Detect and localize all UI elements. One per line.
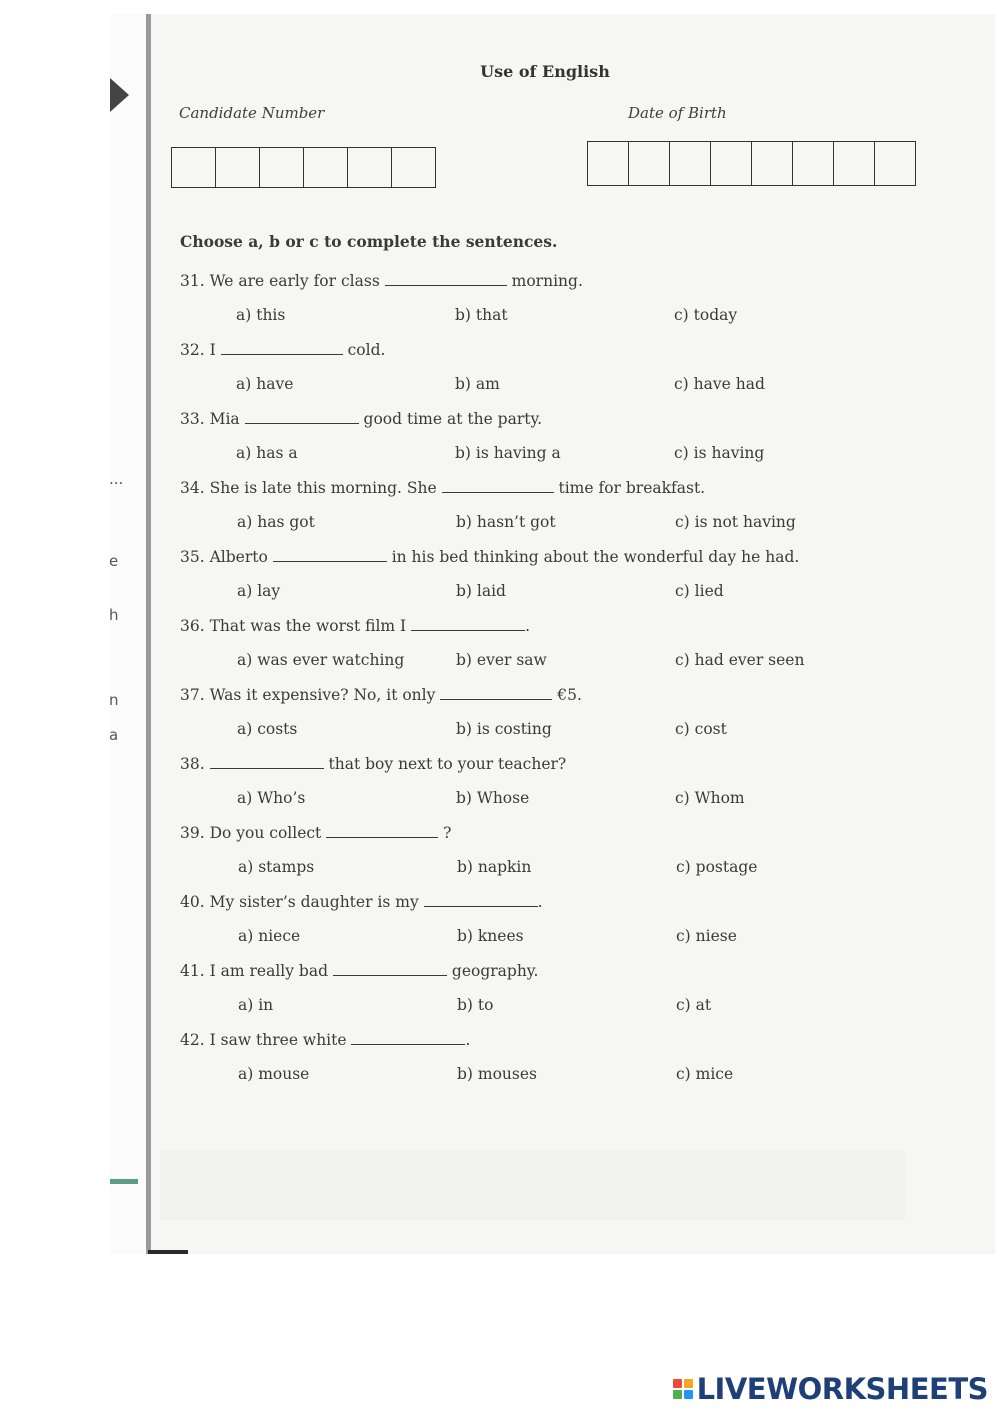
question-number: 32. xyxy=(180,341,205,359)
question-text-before: That was the worst film I xyxy=(209,617,407,635)
answer-option[interactable]: a) costs xyxy=(237,720,298,738)
answer-blank[interactable] xyxy=(245,411,359,424)
question-item xyxy=(180,548,799,566)
question-number: 40. xyxy=(180,893,205,911)
answer-option[interactable]: c) Whom xyxy=(675,789,745,807)
answer-option[interactable]: b) mouses xyxy=(457,1065,537,1083)
answer-blank[interactable] xyxy=(385,273,507,286)
question-text-before: I am really bad xyxy=(209,962,329,980)
dob-digit-box[interactable] xyxy=(834,141,875,186)
question-number: 34. xyxy=(180,479,205,497)
candidate-digit-box[interactable] xyxy=(260,147,304,188)
answer-option[interactable]: b) is having a xyxy=(455,444,561,462)
answer-option[interactable]: c) is not having xyxy=(675,513,796,531)
answer-option[interactable]: b) Whose xyxy=(456,789,530,807)
answer-option[interactable]: a) has got xyxy=(237,513,315,531)
question-text-after: good time at the party. xyxy=(363,410,543,428)
question-text-after: that boy next to your teacher? xyxy=(328,755,567,773)
footer-band xyxy=(160,1150,905,1220)
answer-option[interactable]: c) niese xyxy=(676,927,737,945)
answer-blank[interactable] xyxy=(210,756,324,769)
answer-blank[interactable] xyxy=(440,687,552,700)
page-title: Use of English xyxy=(480,62,610,81)
answer-option[interactable]: b) laid xyxy=(456,582,506,600)
answer-option[interactable]: c) cost xyxy=(675,720,727,738)
answer-option[interactable]: c) had ever seen xyxy=(675,651,805,669)
green-marker xyxy=(110,1179,138,1184)
dob-digit-box[interactable] xyxy=(875,141,916,186)
book-spine xyxy=(146,14,151,1254)
answer-option[interactable]: a) mouse xyxy=(238,1065,310,1083)
answer-option[interactable]: c) mice xyxy=(676,1065,734,1083)
margin-text: h xyxy=(109,606,119,624)
dob-digit-box[interactable] xyxy=(588,141,629,186)
dob-digit-box[interactable] xyxy=(752,141,793,186)
date-of-birth-boxes[interactable] xyxy=(587,141,916,186)
dob-digit-box[interactable] xyxy=(711,141,752,186)
question-item xyxy=(180,410,542,428)
answer-option[interactable]: a) have xyxy=(236,375,294,393)
answer-option[interactable]: c) lied xyxy=(675,582,724,600)
question-item xyxy=(180,893,543,911)
question-text-after: €5. xyxy=(557,686,582,704)
question-item xyxy=(180,1031,470,1049)
question-number: 36. xyxy=(180,617,205,635)
question-text-before: My sister’s daughter is my xyxy=(209,893,419,911)
question-item xyxy=(180,341,385,359)
candidate-digit-box[interactable] xyxy=(304,147,348,188)
answer-option[interactable]: a) niece xyxy=(238,927,301,945)
answer-blank[interactable] xyxy=(273,549,387,562)
margin-text: n xyxy=(109,691,119,709)
answer-blank[interactable] xyxy=(351,1032,465,1045)
question-number: 35. xyxy=(180,548,205,566)
answer-blank[interactable] xyxy=(442,480,554,493)
question-text-after: . xyxy=(537,893,543,911)
question-number: 42. xyxy=(180,1031,205,1049)
candidate-digit-box[interactable] xyxy=(392,147,436,188)
candidate-number-boxes[interactable] xyxy=(171,147,436,188)
answer-blank[interactable] xyxy=(411,618,525,631)
liveworksheets-icon xyxy=(673,1379,693,1399)
question-text-after: in his bed thinking about the wonderful day he had. xyxy=(391,548,800,566)
answer-blank[interactable] xyxy=(326,825,438,838)
answer-option[interactable]: a) in xyxy=(238,996,274,1014)
instruction-text: Choose a, b or c to complete the sentences. xyxy=(180,232,558,251)
answer-option[interactable]: c) is having xyxy=(674,444,765,462)
question-item xyxy=(180,962,538,980)
logo-square xyxy=(684,1390,693,1399)
answer-option[interactable]: b) hasn’t got xyxy=(456,513,556,531)
margin-text: e xyxy=(109,552,119,570)
candidate-digit-box[interactable] xyxy=(216,147,260,188)
answer-option[interactable]: b) that xyxy=(455,306,508,324)
question-item xyxy=(180,824,451,842)
answer-option[interactable]: b) am xyxy=(455,375,500,393)
margin-text: a xyxy=(109,726,119,744)
question-text-before: Was it expensive? No, it only xyxy=(209,686,436,704)
question-number: 37. xyxy=(180,686,205,704)
question-item xyxy=(180,479,705,497)
question-number: 38. xyxy=(180,755,205,773)
spine-foot xyxy=(148,1250,188,1254)
question-number: 41. xyxy=(180,962,205,980)
answer-option[interactable]: b) ever saw xyxy=(456,651,547,669)
question-text-before: Alberto xyxy=(209,548,268,566)
answer-blank[interactable] xyxy=(333,963,447,976)
dob-digit-box[interactable] xyxy=(629,141,670,186)
logo-square xyxy=(673,1379,682,1388)
candidate-digit-box[interactable] xyxy=(348,147,392,188)
candidate-number-label: Candidate Number xyxy=(179,104,325,122)
candidate-digit-box[interactable] xyxy=(172,147,216,188)
date-of-birth-label: Date of Birth xyxy=(628,104,727,122)
answer-option[interactable]: b) is costing xyxy=(456,720,552,738)
margin-text: ... xyxy=(109,470,124,488)
question-item xyxy=(180,617,530,635)
question-text-after: . xyxy=(465,1031,471,1049)
answer-option[interactable]: c) today xyxy=(674,306,738,324)
answer-option[interactable]: a) has a xyxy=(236,444,298,462)
question-text-before: She is late this morning. She xyxy=(209,479,437,497)
question-text-after: cold. xyxy=(347,341,386,359)
answer-option[interactable]: b) to xyxy=(457,996,494,1014)
brand-logo xyxy=(673,1372,988,1406)
question-text-before: Do you collect xyxy=(209,824,322,842)
answer-blank[interactable] xyxy=(221,342,343,355)
question-item xyxy=(180,755,566,773)
question-text-after: ? xyxy=(443,824,452,842)
question-number: 39. xyxy=(180,824,205,842)
answer-option[interactable]: a) was ever watching xyxy=(237,651,405,669)
answer-option[interactable]: a) stamps xyxy=(238,858,315,876)
answer-option[interactable]: c) at xyxy=(676,996,712,1014)
question-item xyxy=(180,686,582,704)
question-text-after: morning. xyxy=(511,272,583,290)
question-text-before: We are early for class xyxy=(209,272,380,290)
question-text-after: . xyxy=(525,617,531,635)
question-text-before: I saw three white xyxy=(209,1031,347,1049)
page-arrow-icon xyxy=(110,78,129,112)
answer-option[interactable]: a) lay xyxy=(237,582,281,600)
question-text-after: time for breakfast. xyxy=(558,479,706,497)
answer-option[interactable]: c) postage xyxy=(676,858,758,876)
question-item xyxy=(180,272,583,290)
question-text-after: geography. xyxy=(451,962,539,980)
dob-digit-box[interactable] xyxy=(670,141,711,186)
answer-option[interactable]: c) have had xyxy=(674,375,765,393)
answer-option[interactable]: a) this xyxy=(236,306,286,324)
answer-blank[interactable] xyxy=(424,894,538,907)
answer-option[interactable]: a) Who’s xyxy=(237,789,306,807)
question-number: 31. xyxy=(180,272,205,290)
dob-digit-box[interactable] xyxy=(793,141,834,186)
logo-square xyxy=(684,1379,693,1388)
question-text-before: I xyxy=(209,341,216,359)
logo-square xyxy=(673,1390,682,1399)
previous-page-edge xyxy=(110,14,146,1254)
question-number: 33. xyxy=(180,410,205,428)
brand-name: LIVEWORKSHEETS xyxy=(696,1372,988,1406)
question-text-before: Mia xyxy=(209,410,240,428)
answer-option[interactable]: b) napkin xyxy=(457,858,532,876)
answer-option[interactable]: b) knees xyxy=(457,927,524,945)
